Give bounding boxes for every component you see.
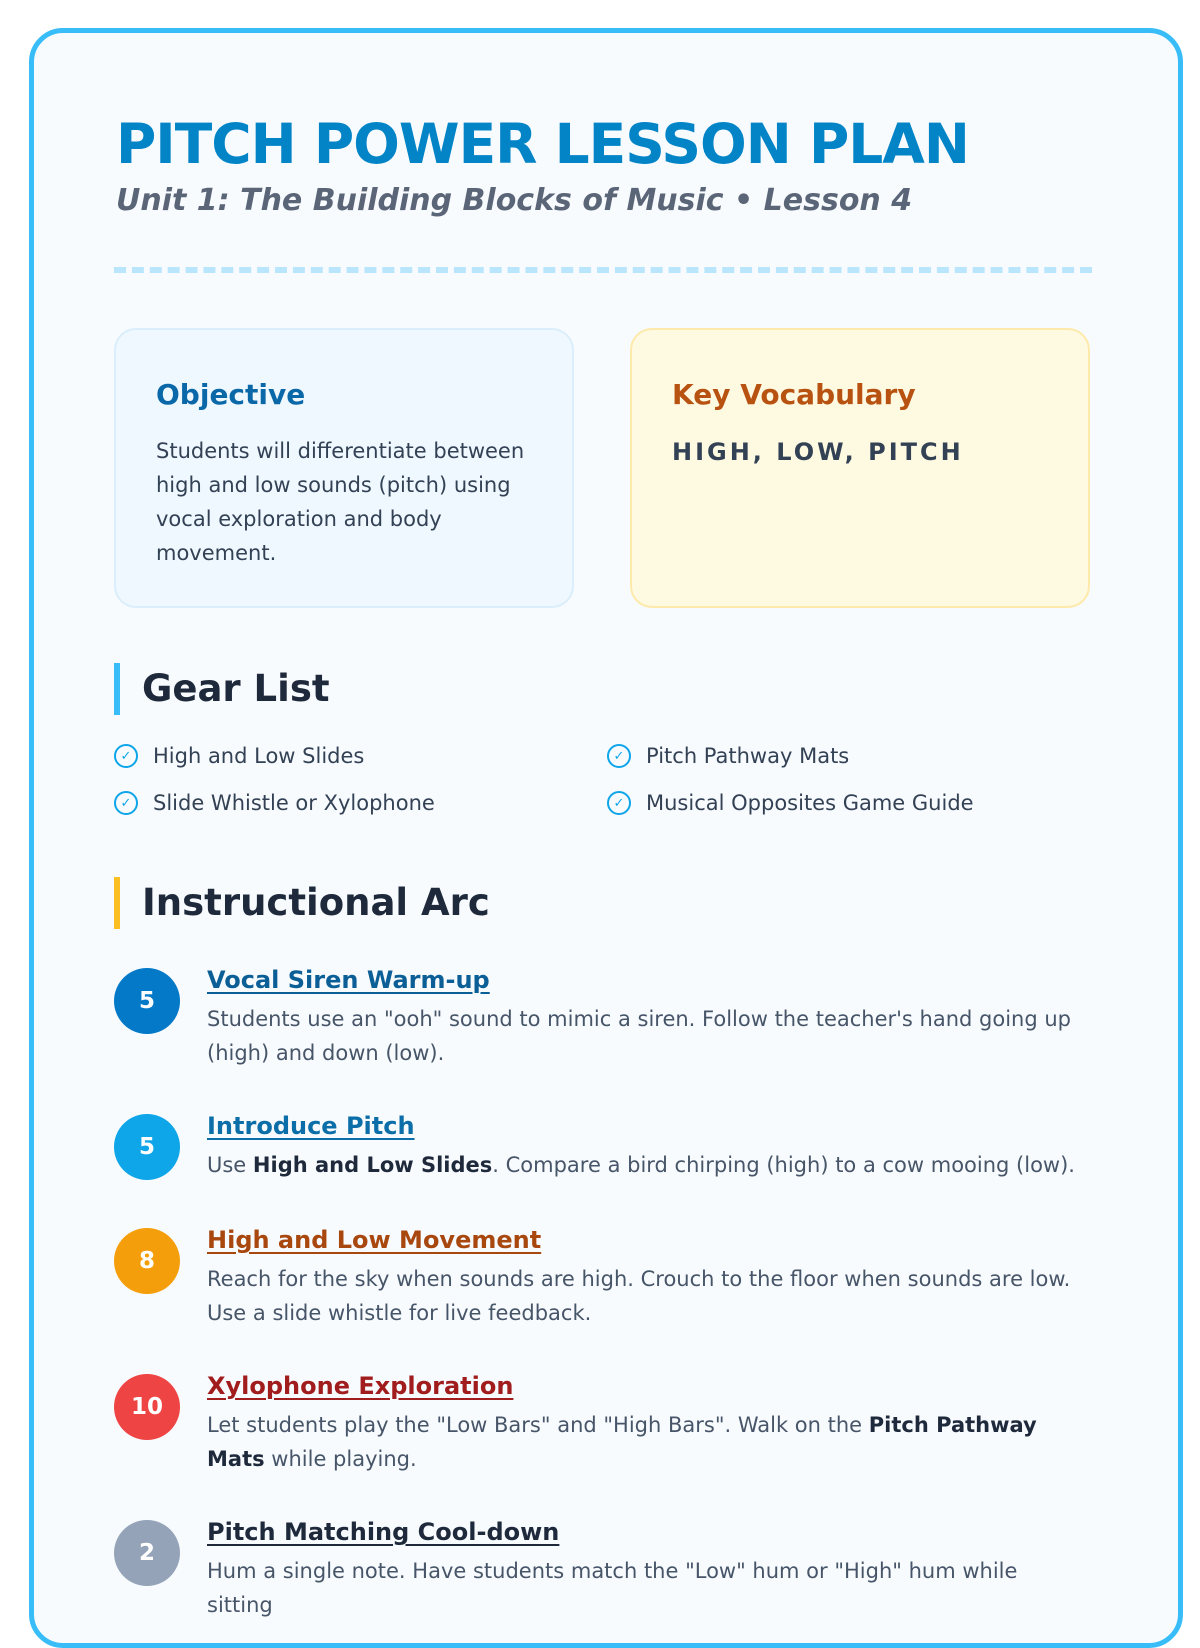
page-subtitle: Unit 1: The Building Blocks of Music • Lesson 4	[116, 183, 913, 218]
step-description: Students use an "ooh" sound to mimic a siren. Follow the teacher's hand going up (high) and down (low).	[207, 1007, 1071, 1065]
step-title[interactable]: Xylophone Exploration	[207, 1372, 514, 1400]
gear-item	[114, 791, 435, 815]
step-title[interactable]: Introduce Pitch	[207, 1112, 415, 1140]
gear-item	[607, 744, 849, 768]
vocabulary-heading: Key Vocabulary	[672, 378, 916, 411]
instructional-arc-heading-text: Instructional Arc	[142, 881, 490, 924]
gear-item-label: Pitch Pathway Mats	[646, 744, 850, 768]
step-desc-text: while playing.	[264, 1447, 417, 1471]
check-circle-icon: ✓	[114, 744, 138, 768]
gear-item-label: High and Low Slides	[153, 744, 365, 768]
step-desc-text: Let students play the "Low Bars" and "High Bars". Walk on the	[207, 1413, 869, 1437]
step-minutes-badge: 10	[114, 1374, 180, 1440]
gear-item-label: Slide Whistle or Xylophone	[153, 791, 435, 815]
gear-item	[114, 744, 364, 768]
check-circle-icon: ✓	[607, 744, 631, 768]
step-desc-text: Use	[207, 1153, 253, 1177]
step-description: Hum a single note. Have students match the "Low" hum or "High" hum while sitting	[207, 1559, 1018, 1617]
objective-text: Students will differentiate between high and low sounds (pitch) using vocal exploration and body movement.	[156, 439, 525, 565]
gear-item	[607, 791, 974, 815]
step-minutes-badge: 8	[114, 1228, 180, 1294]
check-circle-icon: ✓	[114, 791, 138, 815]
dashed-divider	[114, 267, 1092, 273]
step-minutes-badge: 5	[114, 1114, 180, 1180]
step-minutes-badge: 5	[114, 968, 180, 1034]
step-title[interactable]: Vocal Siren Warm-up	[207, 966, 490, 994]
check-circle-icon: ✓	[607, 791, 631, 815]
step-description	[207, 1148, 1089, 1182]
gear-list-heading	[114, 663, 330, 715]
step-title[interactable]: High and Low Movement	[207, 1226, 542, 1254]
step-title[interactable]: Pitch Matching Cool-down	[207, 1518, 560, 1546]
step-desc-bold: High and Low Slides	[252, 1153, 493, 1177]
step-desc-text: . Compare a bird chirping (high) to a cow mooing (low).	[492, 1153, 1075, 1177]
step-description	[207, 1408, 1089, 1476]
vocabulary-terms: HIGH, LOW, PITCH	[672, 438, 964, 466]
gear-list-heading-text: Gear List	[142, 667, 330, 710]
gear-item-label: Musical Opposites Game Guide	[646, 791, 974, 815]
page-title: PITCH POWER LESSON PLAN	[116, 112, 969, 176]
objective-heading: Objective	[156, 378, 306, 411]
step-description: Reach for the sky when sounds are high. Crouch to the floor when sounds are low. Use a slide whistle for live feedback.	[207, 1267, 1071, 1325]
step-desc-bold: Pitch Pathway Mats	[207, 1413, 1037, 1471]
vocabulary-box	[630, 328, 1090, 608]
instructional-arc-heading	[114, 877, 490, 929]
objective-box	[114, 328, 574, 608]
step-minutes-badge: 2	[114, 1520, 180, 1586]
